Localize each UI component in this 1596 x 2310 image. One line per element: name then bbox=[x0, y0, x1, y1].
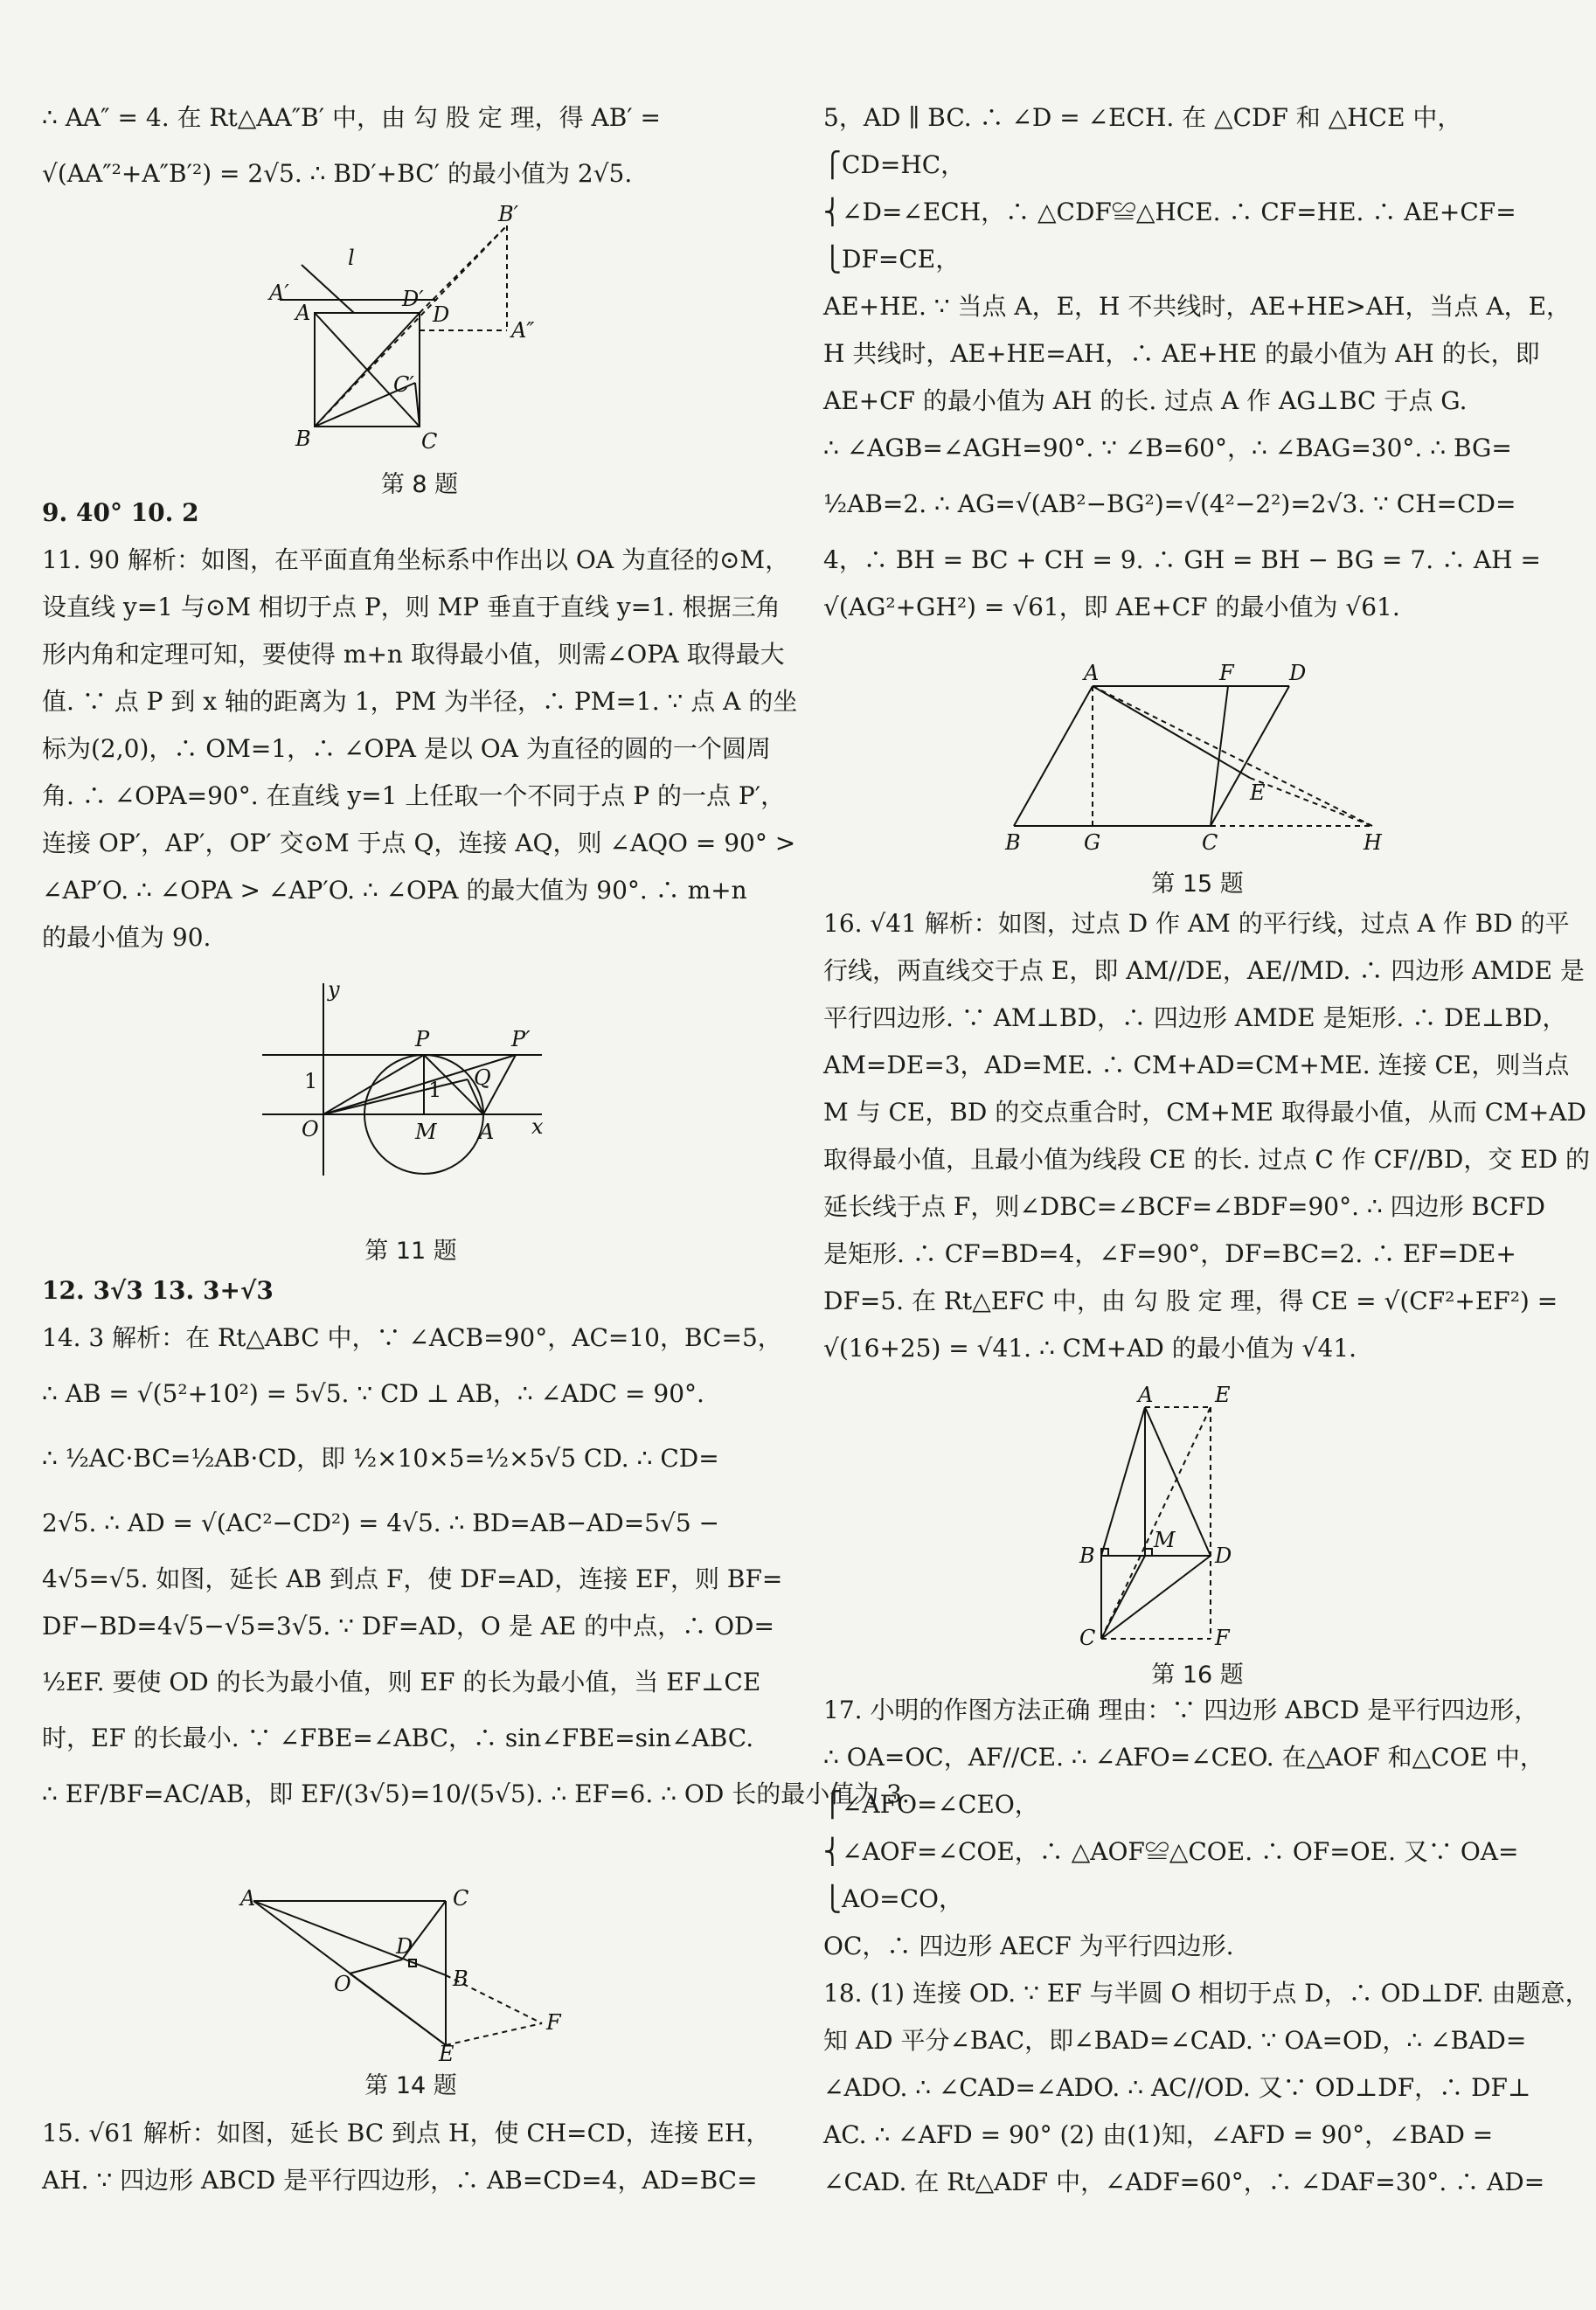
text-line: 行线，两直线交于点 E，即 AM//DE，AE//MD. ∴ 四边形 AMDE 是 bbox=[823, 956, 1585, 985]
text-line: 的最小值为 90. bbox=[42, 923, 212, 952]
fig14-label: E bbox=[439, 2042, 455, 2066]
text-line: √(AA″²+A″B′²) = 2√5. ∴ BD′+BC′ 的最小值为 2√5. bbox=[42, 159, 633, 188]
text-line: DF−BD=4√5−√5=3√5. ∵ DF=AD，O 是 AE 的中点，∴ OD= bbox=[42, 1612, 774, 1641]
fig8-label: C bbox=[421, 429, 438, 454]
fig11-label: P bbox=[415, 1027, 430, 1051]
fig14-label: A bbox=[240, 1886, 256, 1911]
text-line: OC，∴ 四边形 AECF 为平行四边形. bbox=[823, 1932, 1234, 1960]
fig16-label: E bbox=[1215, 1383, 1231, 1407]
text-line: 4√5=√5. 如图，延长 AB 到点 F，使 DF=AD，连接 EF，则 BF= bbox=[42, 1564, 783, 1593]
fig16-label: A bbox=[1138, 1383, 1154, 1407]
fig16-label: F bbox=[1215, 1626, 1230, 1650]
fig11-label: Q bbox=[474, 1065, 491, 1090]
text-line: 连接 OP′，AP′，OP′ 交⊙M 于点 Q，连接 AQ，则 ∠AQO = 90° > bbox=[42, 829, 796, 857]
figure-11-diagram bbox=[253, 975, 568, 1228]
text-line: 角. ∴ ∠OPA=90°. 在直线 y=1 上任取一个不同于点 P 的一点 P′， bbox=[42, 781, 786, 810]
text-line: ⎩DF=CE， bbox=[823, 245, 961, 274]
fig15-label: C bbox=[1202, 830, 1218, 855]
fig8-label: B′ bbox=[498, 202, 519, 226]
figure-8-diagram bbox=[253, 202, 586, 461]
text-line: √(AG²+GH²) = √61，即 AE+CF 的最小值为 √61. bbox=[823, 593, 1400, 621]
fig14-label: C bbox=[453, 1886, 469, 1911]
text-line: AC. ∴ ∠AFD = 90° (2) 由(1)知，∠AFD = 90°，∠BAD = bbox=[823, 2120, 1494, 2149]
fig11-label: 1 bbox=[428, 1078, 442, 1102]
fig8-label: A bbox=[295, 301, 311, 325]
fig14-label: D bbox=[396, 1934, 413, 1959]
text-line: 16. √41 解析：如图，过点 D 作 AM 的平行线，过点 A 作 BD 的平 bbox=[823, 909, 1570, 938]
text-line: 17. 小明的作图方法正确 理由：∵ 四边形 ABCD 是平行四边形， bbox=[823, 1696, 1539, 1724]
text-line: ∠ADO. ∴ ∠CAD=∠ADO. ∴ AC//OD. 又∵ OD⊥DF，∴ DF⊥ bbox=[823, 2073, 1531, 2102]
text-line: 平行四边形. ∵ AM⊥BD，∴ 四边形 AMDE 是矩形. ∴ DE⊥BD， bbox=[823, 1003, 1567, 1032]
text-line: DF=5. 在 Rt△EFC 中，由 勾 股 定 理，得 CE = √(CF²+EF²) = bbox=[823, 1287, 1558, 1315]
fig8-label: D′ bbox=[402, 287, 424, 311]
text-line: 设直线 y=1 与⊙M 相切于点 P，则 MP 垂直于直线 y=1. 根据三角 bbox=[42, 593, 781, 621]
fig8-label: B bbox=[295, 427, 311, 451]
fig15-label: B bbox=[1005, 830, 1021, 855]
fig8-label: D bbox=[433, 302, 450, 327]
figure-8 bbox=[253, 202, 586, 498]
text-line: √(16+25) = √41. ∴ CM+AD 的最小值为 √41. bbox=[823, 1334, 1357, 1363]
fig15-label: F bbox=[1219, 661, 1234, 685]
text-line: ½EF. 要使 OD 的长为最小值，则 EF 的长为最小值，当 EF⊥CE bbox=[42, 1668, 761, 1696]
text-line: H 共线时，AE+HE=AH，∴ AE+HE 的最小值为 AH 的长，即 bbox=[823, 339, 1540, 368]
fig15-label: E bbox=[1250, 780, 1266, 805]
figure-14 bbox=[236, 1879, 586, 2098]
text-line: 12. 3√3 13. 3+√3 bbox=[42, 1276, 274, 1305]
right-column-mid bbox=[823, 900, 1591, 1372]
figure-16-diagram bbox=[1066, 1383, 1329, 1652]
text-line: 4，∴ BH = BC + CH = 9. ∴ GH = BH − BG = 7. ∴ AH = bbox=[823, 545, 1541, 574]
figure-15 bbox=[996, 661, 1398, 898]
fig15-label: G bbox=[1084, 830, 1101, 855]
text-line: 15. √61 解析：如图，延长 BC 到点 H，使 CH=CD，连接 EH， bbox=[42, 2119, 771, 2147]
fig16-label: C bbox=[1079, 1626, 1096, 1650]
figure-14-diagram bbox=[236, 1879, 586, 2066]
fig14-label: F bbox=[546, 2010, 561, 2035]
text-line: 2√5. ∴ AD = √(AC²−CD²) = 4√5. ∴ BD=AB−AD=5√5 − bbox=[42, 1509, 719, 1537]
text-line: 11. 90 解析：如图，在平面直角坐标系中作出以 OA 为直径的⊙M， bbox=[42, 545, 790, 574]
text-line: ∠AP′O. ∴ ∠OPA > ∠AP′O. ∴ ∠OPA 的最大值为 90°. ∴ m+n bbox=[42, 876, 747, 905]
fig14-label: O bbox=[334, 1972, 351, 1996]
left-column bbox=[42, 94, 776, 206]
text-line: 5，AD ∥ BC. ∴ ∠D = ∠ECH. 在 △CDF 和 △HCE 中， bbox=[823, 103, 1462, 132]
left-column-lower bbox=[42, 1267, 910, 1827]
left-column-bottom bbox=[42, 2110, 776, 2204]
text-line: 时，EF 的长最小. ∵ ∠FBE=∠ABC，∴ sin∠FBE=sin∠ABC. bbox=[42, 1724, 754, 1752]
figure-caption: 第 16 题 bbox=[1151, 1661, 1244, 1689]
fig11-label: P′ bbox=[511, 1027, 531, 1051]
fig8-label: C′ bbox=[393, 372, 414, 397]
text-line: ∴ OA=OC，AF//CE. ∴ ∠AFO=∠CEO. 在△AOF 和△COE 中， bbox=[823, 1743, 1544, 1772]
text-line: 知 AD 平分∠BAC，即∠BAD=∠CAD. ∵ OA=OD，∴ ∠BAD= bbox=[823, 2026, 1527, 2055]
text-line: AE+HE. ∵ 当点 A，E，H 不共线时，AE+HE>AH，当点 A，E， bbox=[823, 292, 1572, 321]
text-line: ∴ ½AC·BC=½AB·CD，即 ½×10×5=½×5√5 CD. ∴ CD= bbox=[42, 1444, 719, 1473]
text-line: ⎨∠AOF=∠COE，∴ △AOF≌△COE. ∴ OF=OE. 又∵ OA= bbox=[823, 1837, 1519, 1866]
fig11-label: x bbox=[531, 1114, 544, 1139]
figure-caption: 第 8 题 bbox=[380, 471, 459, 498]
figure-16 bbox=[1066, 1383, 1329, 1689]
fig16-label: M bbox=[1154, 1528, 1176, 1552]
figure-15-diagram bbox=[996, 661, 1398, 861]
fig11-label: y bbox=[328, 977, 340, 1002]
text-line: AE+CF 的最小值为 AH 的长. 过点 A 作 AG⊥BC 于点 G. bbox=[823, 386, 1468, 415]
right-column-lower bbox=[823, 1687, 1590, 2206]
fig16-label: D bbox=[1215, 1543, 1232, 1568]
figure-caption: 第 11 题 bbox=[364, 1238, 457, 1265]
figure-11 bbox=[253, 975, 568, 1263]
text-line: 形内角和定理可知，要使得 m+n 取得最小值，则需∠OPA 取得最大 bbox=[42, 640, 785, 669]
figure-caption: 第 14 题 bbox=[364, 2072, 457, 2099]
text-line: ∴ AA″ = 4. 在 Rt△AA″B′ 中，由 勾 股 定 理，得 AB′ = bbox=[42, 103, 662, 132]
text-line: ∠CAD. 在 Rt△ADF 中，∠ADF=60°，∴ ∠DAF=30°. ∴ AD= bbox=[823, 2168, 1545, 2196]
fig15-label: A bbox=[1084, 661, 1100, 685]
text-line: ½AB=2. ∴ AG=√(AB²−BG²)=√(4²−2²)=2√3. ∵ CH=CD= bbox=[823, 489, 1516, 518]
fig11-label: M bbox=[415, 1120, 437, 1144]
text-line: ∴ ∠AGB=∠AGH=90°. ∵ ∠B=60°，∴ ∠BAG=30°. ∴ BG= bbox=[823, 434, 1512, 462]
fig8-label: l bbox=[348, 246, 355, 270]
text-line: ⎨∠D=∠ECH，∴ △CDF≌△HCE. ∴ CF=HE. ∴ AE+CF= bbox=[823, 198, 1516, 226]
text-line: ⎧∠AFO=∠CEO， bbox=[823, 1790, 1039, 1819]
text-line: 是矩形. ∴ CF=BD=4，∠F=90°，DF=BC=2. ∴ EF=DE+ bbox=[823, 1239, 1516, 1268]
text-line: AH. ∵ 四边形 ABCD 是平行四边形，∴ AB=CD=4，AD=BC= bbox=[42, 2166, 758, 2195]
left-column-mid bbox=[42, 489, 798, 961]
fig8-label: A″ bbox=[511, 318, 535, 343]
text-line: 取得最小值，且最小值为线段 CE 的长. 过点 C 作 CF//BD，交 ED 的 bbox=[823, 1145, 1591, 1174]
text-line: 9. 40° 10. 2 bbox=[42, 498, 199, 527]
figure-caption: 第 15 题 bbox=[1151, 871, 1244, 898]
fig11-label: A bbox=[479, 1120, 495, 1144]
text-line: ∴ AB = √(5²+10²) = 5√5. ∵ CD ⊥ AB，∴ ∠ADC = 90°. bbox=[42, 1379, 704, 1408]
text-line: ∴ EF/BF=AC/AB，即 EF/(3√5)=10/(5√5). ∴ EF=6. ∴ OD 长的最小值为 3. bbox=[42, 1779, 910, 1808]
text-line: 延长线于点 F，则∠DBC=∠BCF=∠BDF=90°. ∴ 四边形 BCFD bbox=[823, 1192, 1545, 1221]
text-line: 18. (1) 连接 OD. ∵ EF 与半圆 O 相切于点 D，∴ OD⊥DF. 由题意， bbox=[823, 1979, 1590, 2008]
fig16-label: B bbox=[1079, 1543, 1095, 1568]
text-line: ⎧CD=HC， bbox=[823, 150, 966, 179]
fig15-label: H bbox=[1364, 830, 1382, 855]
text-line: ⎩AO=CO， bbox=[823, 1884, 964, 1913]
text-line: 值. ∵ 点 P 到 x 轴的距离为 1，PM 为半径，∴ PM=1. ∵ 点 A 的坐 bbox=[42, 687, 798, 716]
text-line: 14. 3 解析：在 Rt△ABC 中，∵ ∠ACB=90°，AC=10，BC=5， bbox=[42, 1323, 782, 1352]
fig11-label: O bbox=[302, 1117, 319, 1141]
fig8-label: A′ bbox=[269, 281, 289, 305]
text-line: 标为(2,0)，∴ OM=1，∴ ∠OPA 是以 OA 为直径的圆的一个圆周 bbox=[42, 734, 771, 763]
fig15-label: D bbox=[1289, 661, 1307, 685]
text-line: AM=DE=3，AD=ME. ∴ CM+AD=CM+ME. 连接 CE，则当点 bbox=[823, 1051, 1570, 1079]
fig11-label: 1 bbox=[304, 1069, 318, 1093]
right-column bbox=[823, 94, 1572, 631]
fig14-label: B bbox=[453, 1967, 468, 1991]
text-line: M 与 CE，BD 的交点重合时，CM+ME 取得最小值，从而 CM+AD bbox=[823, 1098, 1586, 1127]
